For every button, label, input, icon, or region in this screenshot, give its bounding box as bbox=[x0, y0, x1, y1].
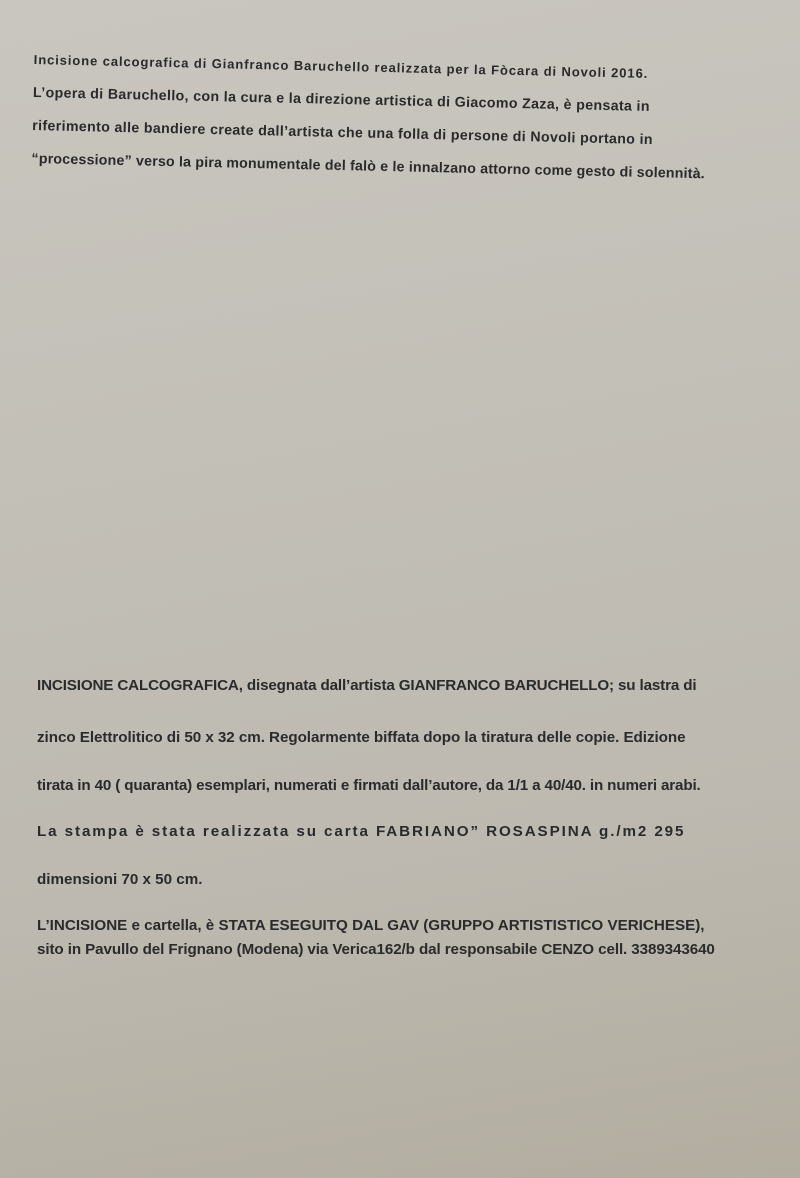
spec-line: La stampa è stata realizzata su carta FABRIANO” ROSASPINA g./m2 295 bbox=[37, 823, 686, 840]
intro-line: L’opera di Baruchello, con la cura e la direzione artistica di Giacomo Zaza, è pensata in bbox=[32, 84, 651, 115]
spec-line: tirata in 40 ( quaranta) esemplari, numerati e firmati dall’autore, da 1/1 a 40/40. in numeri arabi. bbox=[37, 777, 701, 794]
intro-line: “processione” verso la pira monumentale del falò e le innalzano attorno come gesto di solennità. bbox=[31, 150, 706, 183]
specifications-paragraph bbox=[37, 676, 777, 958]
spec-line: dimensioni 70 x 50 cm. bbox=[37, 871, 203, 888]
intro-line: Incisione calcografica di Gianfranco Baruchello realizzata per la Fòcara di Novoli 2016. bbox=[33, 51, 649, 81]
spec-line: zinco Elettrolitico di 50 x 32 cm. Regolarmente biffata dopo la tiratura delle copie. Edizione bbox=[37, 729, 686, 746]
intro-paragraph bbox=[31, 50, 764, 186]
intro-line: riferimento alle bandiere create dall’artista che una folla di persone di Novoli portano in bbox=[32, 117, 654, 149]
spec-line: INCISIONE CALCOGRAFICA, disegnata dall’artista GIANFRANCO BARUCHELLO; su lastra di bbox=[37, 677, 697, 694]
spec-line: sito in Pavullo del Frignano (Modena) via Verica162/b dal responsabile CENZO cell. 3389343640 bbox=[37, 941, 715, 958]
spec-line: L’INCISIONE e cartella, è STATA ESEGUITQ DAL GAV (GRUPPO ARTISTISTICO VERICHESE), bbox=[37, 917, 705, 934]
